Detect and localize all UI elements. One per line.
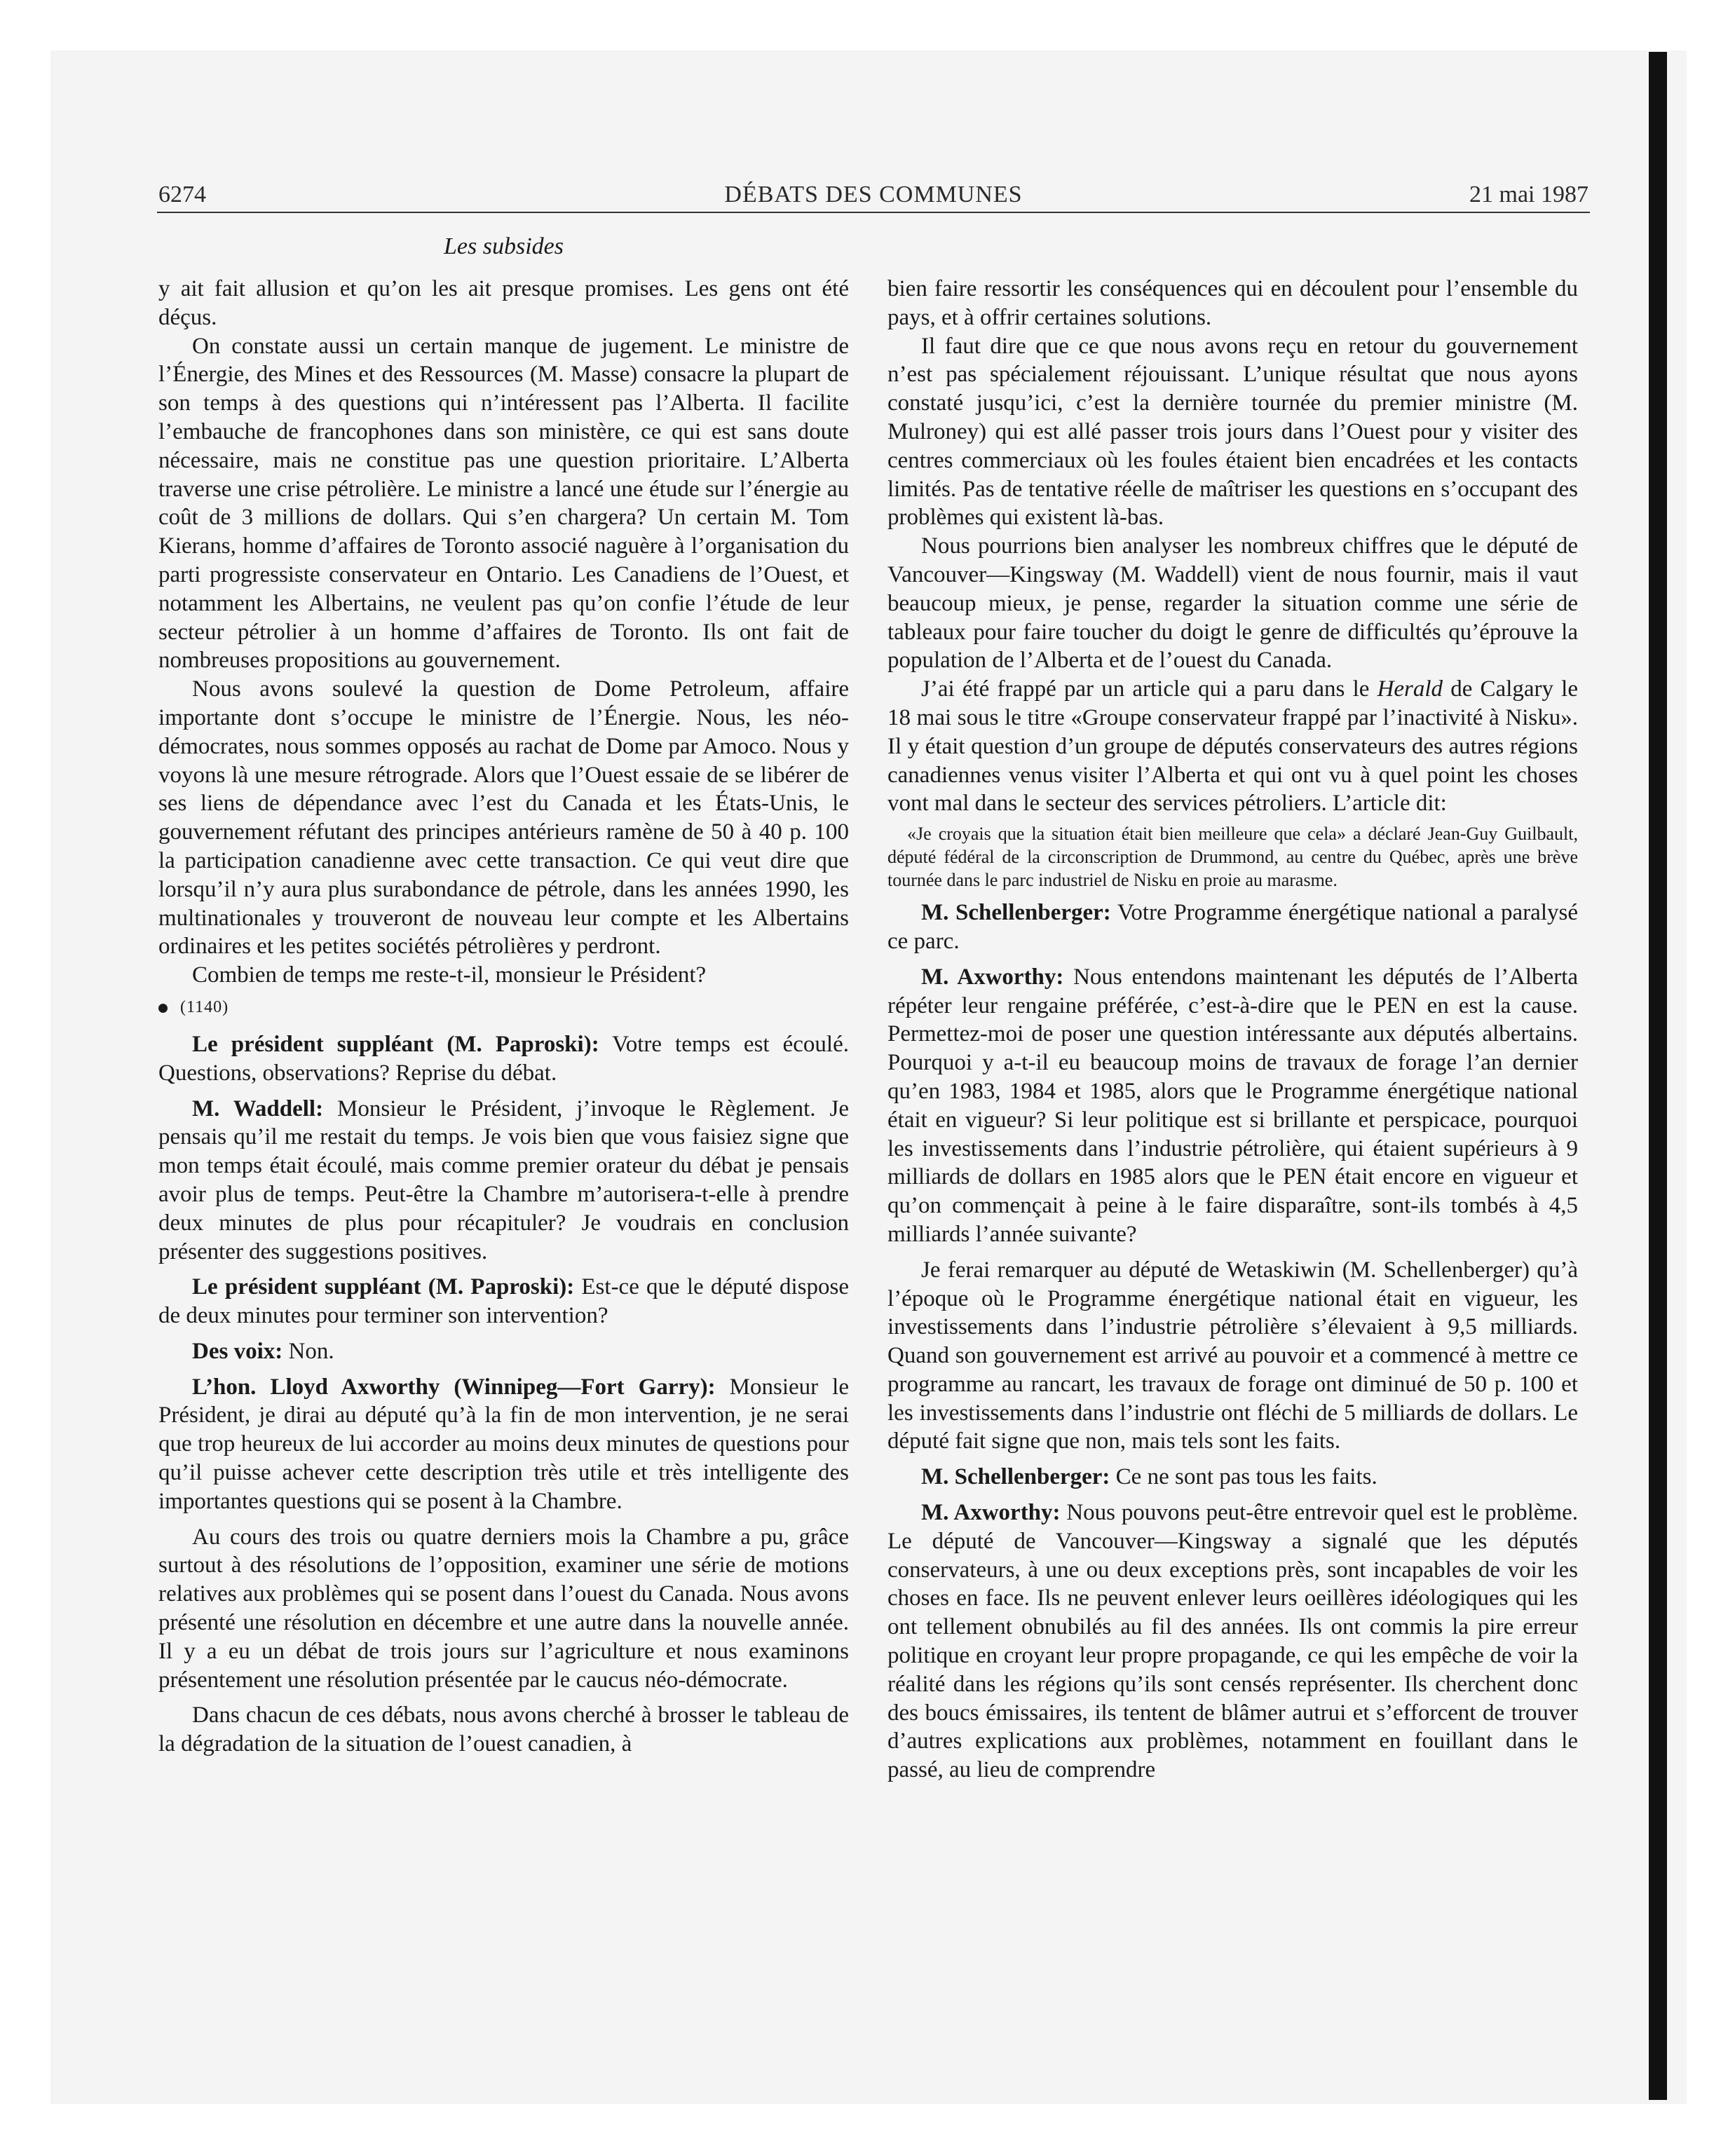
- paragraph: Au cours des trois ou quatre derniers mois la Chambre a pu, grâce surtout à des résolutions de l’opposition, examiner une série de motions relatives aux problèmes qui se posent dans l’ouest du Canada. Nous avons présenté une résolution en décembre et une autre dans la nouvelle année. Il y a eu un débat de trois jours sur l’agriculture et nous examinons présentement une résolution présentée par le caucus néo-démocrate.: [158, 1524, 849, 1693]
- speech: [887, 1463, 1578, 1492]
- speech-text: Ce ne sont pas tous les faits.: [1110, 1464, 1377, 1490]
- paragraph: bien faire ressortir les conséquences qui en découlent pour l’ensemble du pays, et à offrir certaines solutions.: [887, 276, 1578, 330]
- speaker-name: Le président suppléant (M. Paproski):: [192, 1274, 575, 1300]
- paragraph: On constate aussi un certain manque de jugement. Le ministre de l’Énergie, des Mines et des Ressources (M. Masse) consacre la plupart de son temps à des questions qui n’intéressent pas l’Alberta. Il facilite l’embauche de francophones dans son ministère, ce qui est sans doute nécessaire, mais ne constitue pas une question prioritaire. L’Alberta traverse une crise pétrolière. Le ministre a lancé une étude sur l’énergie au coût de 3 millions de dollars. Qui s’en chargera? Un certain M. Tom Kierans, homme d’affaires de Toronto associé naguère à l’organisation du parti progressiste conservateur en Ontario. Les Canadiens de l’Ouest, et notamment les Albertains, ne veulent pas qu’on confie l’étude de leur secteur pétrolier à un homme d’affaires de Toronto. Ils ont fait de nombreuses propositions au gouvernement.: [158, 333, 849, 674]
- speech: [158, 1030, 849, 1088]
- paragraph: Il faut dire que ce que nous avons reçu en retour du gouvernement n’est pas spécialement réjouissant. L’unique résultat que nous ayons constaté jusqu’ici, c’est la dernière tournée du premier ministre (M. Mulroney) qui est allé passer trois jours dans l’Ouest pour y visiter des centres commerciaux où les foules étaient bien encadrées et les contacts limités. Pas de tentative réelle de maîtriser les questions en s’occupant des problèmes qui existent là-bas.: [887, 333, 1578, 531]
- time-marker-label: (1140): [180, 997, 229, 1016]
- speech-text: Nous entendons maintenant les députés de l’Alberta répéter leur rengaine préférée, c’est-à-dire que le PEN en est la cause. Permettez-moi de poser une question intéressante aux députés albertains. Pourquoi y a-t-il eu beaucoup moins de travaux de forage l’an dernier qu’en 1983, 1984 et 1985, alors que le Programme énergétique national était en vigueur? Si leur politique est si brillante et perspicace, pourquoi les investissements dans l’industrie pétrolière, qui étaient supérieurs à 9 milliards de dollars en 1985 alors que le PEN était encore en vigueur et qu’on commençait à peine à le faire disparaître, sont-ils tombés à 4,5 milliards l’année suivante?: [887, 964, 1579, 1247]
- quoted-article: «Je croyais que la situation était bien meilleure que cela» a déclaré Jean-Guy Guilbault, député fédéral de la circonscription de Drummond, au centre du Québec, après une brève tournée dans le parc industriel de Nisku en proie au marasme.: [887, 824, 1578, 891]
- paragraph: Je ferai remarquer au député de Wetaskiwin (M. Schellenberger) qu’à l’époque où le Programme énergétique national était en vigueur, les investissements dans l’industrie pétrolière s’élevaient à 9,5 milliards. Quand son gouvernement est arrivé au pouvoir et a commencé à mettre ce programme au rancart, les travaux de forage ont diminué de 50 p. 100 et les investissements dans l’industrie ont fléchi de 5 milliards de dollars. Le député fait signe que non, mais tels sont les faits.: [887, 1257, 1578, 1454]
- speech: [887, 963, 1578, 1249]
- publication-title: DÉBATS DES COMMUNES: [724, 182, 1023, 207]
- speech-text: Nous pouvons peut-être entrevoir quel est le problème. Le député de Vancouver—Kingsway a signalé que les députés conservateurs, à une ou deux exceptions près, sont incapables de voir les choses en face. Ils ne peuvent enlever leurs oeillères idéologiques qui les ont tellement obnubilés au fil des années. Ils ont commis la pire erreur politique en croyant leur propre propagande, ce qui les empêche de voir la réalité dans les régions qu’ils sont censés représenter. Ils cherchent donc des boucs émissaires, ils tentent de blâmer autrui et s’efforcent de trouver d’autres explications aux problèmes, notamment en fouillant dans le passé, au lieu de comprendre: [887, 1500, 1579, 1783]
- time-marker: [158, 997, 849, 1018]
- speaker-name: M. Schellenberger:: [921, 900, 1111, 926]
- paragraph: Nous avons soulevé la question de Dome Petroleum, affaire importante dont s’occupe le ministre de l’Énergie. Nous, les néo-démocrates, nous sommes opposés au rachat de Dome par Amoco. Nous y voyons là une mesure rétrograde. Alors que l’Ouest essaie de se libérer de ses liens de dépendance avec l’est du Canada et les États-Unis, le gouvernement réfutant des principes antérieurs ramène de 50 à 40 p. 100 la participation canadienne avec cette transaction. Ce qui veut dire que lorsqu’il n’y aura plus surabondance de pétrole, dans les années 1990, les multinationales y trouveront de nouveau leur compte et les Albertains ordinaires et les petites sociétés pétrolières y perdront.: [158, 676, 849, 960]
- speech-text: Monsieur le Président, j’invoque le Règlement. Je pensais qu’il me restait du temps. Je vois bien que vous faisiez signe que mon temps était écoulé, mais comme premier orateur du débat je pensais avoir plus de temps. Peut-être la Chambre m’autorisera-t-elle à prendre deux minutes de plus pour récapituler? Je voudrais en conclusion présenter des suggestions positives.: [158, 1096, 849, 1264]
- speaker-name: M. Waddell:: [192, 1096, 324, 1121]
- page-date: 21 mai 1987: [1469, 182, 1588, 207]
- header-rule: [157, 212, 1590, 213]
- scan-edge-bar: [1649, 52, 1667, 2100]
- speech-text: Non.: [283, 1338, 334, 1364]
- speaker-name: Des voix:: [192, 1338, 283, 1364]
- speech: [158, 1273, 849, 1330]
- speech: [887, 899, 1578, 956]
- speech: [887, 1499, 1578, 1785]
- speaker-name: M. Axworthy:: [921, 1500, 1061, 1526]
- paragraph: [887, 675, 1578, 818]
- paragraph: Combien de temps me reste-t-il, monsieur le Président?: [192, 962, 707, 988]
- speech-text: Votre temps est écoulé. Questions, observations? Reprise du débat.: [158, 1031, 849, 1086]
- page-header: [158, 179, 1588, 210]
- bullet-icon: [158, 1004, 168, 1013]
- speaker-name: L’hon. Lloyd Axworthy (Winnipeg—Fort Garry):: [192, 1374, 716, 1400]
- page-number: 6274: [158, 182, 206, 207]
- speech: [158, 1373, 849, 1516]
- speaker-name: M. Axworthy:: [921, 964, 1064, 990]
- right-column: [887, 275, 1578, 1785]
- newspaper-name: Herald: [1377, 676, 1443, 702]
- speaker-name: M. Schellenberger:: [921, 1464, 1110, 1490]
- speech: [158, 1095, 849, 1267]
- paragraph-text: J’ai été frappé par un article qui a paru dans le: [921, 676, 1377, 702]
- paragraph: Dans chacun de ces débats, nous avons cherché à brosser le tableau de la dégradation de la situation de l’ouest canadien, à: [158, 1703, 849, 1757]
- paragraph-text: de Calgary le 18 mai sous le titre «Groupe conservateur frappé par l’inactivité à Nisku». Il y était question d’un groupe de députés conservateurs des autres régions canadiennes venus visiter l’Alberta et qui ont vu à quel point les choses vont mal dans le secteur des services pétroliers. L’article dit:: [887, 676, 1578, 817]
- paragraph: y ait fait allusion et qu’on les ait presque promises. Les gens ont été déçus.: [158, 276, 849, 330]
- paragraph: Nous pourrions bien analyser les nombreux chiffres que le député de Vancouver—Kingsway (M. Waddell) vient de nous fournir, mais il vaut beaucoup mieux, je pense, regarder la situation comme une série de tableaux pour faire toucher du doigt le genre de difficultés qu’éprouve la population de l’Alberta et de l’ouest du Canada.: [887, 533, 1578, 674]
- speech-text: Monsieur le Président, je dirai au député qu’à la fin de mon intervention, je ne serai que trop heureux de lui accorder au moins deux minutes de questions pour qu’il puisse achever cette description très utile et très intelligente des importantes questions qui se posent à la Chambre.: [158, 1374, 849, 1514]
- section-title: Les subsides: [444, 233, 564, 259]
- speech-text: Votre Programme énergétique national a paralysé ce parc.: [887, 900, 1578, 954]
- speech: [158, 1337, 849, 1366]
- left-column: [158, 275, 849, 1759]
- speaker-name: Le président suppléant (M. Paproski):: [192, 1031, 599, 1057]
- speech-text: Est-ce que le député dispose de deux minutes pour terminer son intervention?: [158, 1274, 849, 1329]
